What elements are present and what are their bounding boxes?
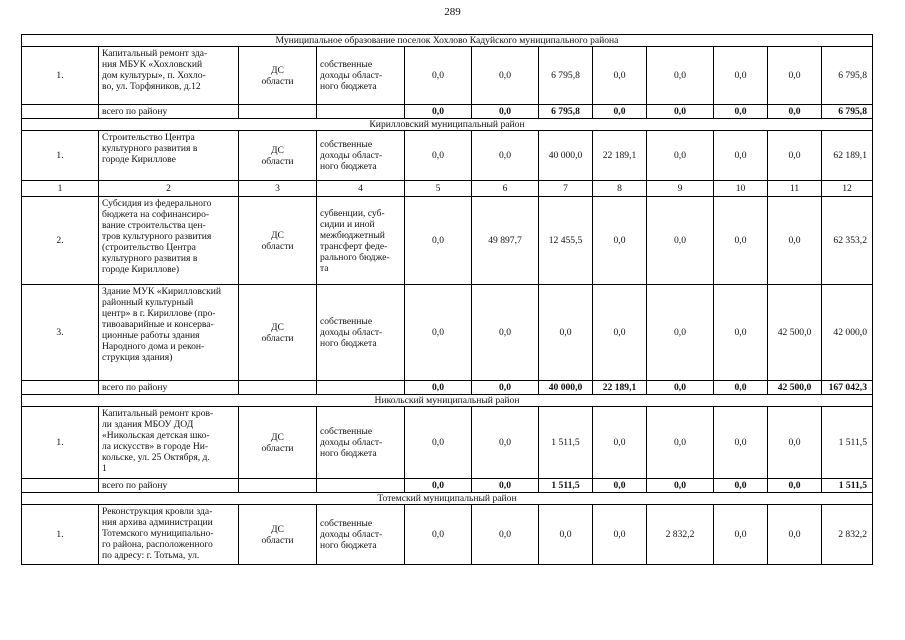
object-name: Капитальный ремонт кров- ли здания МБОУ ДОД «Никольская детская шко- ла искусств» в городе Ни- кольске, ул. 25 Октября, д. 1 xyxy=(99,407,239,479)
column-number: 12 xyxy=(822,181,873,197)
value-cell: 2 832,2 xyxy=(647,505,714,565)
total-empty-cell xyxy=(239,479,317,493)
column-number: 3 xyxy=(239,181,317,197)
total-empty-cell xyxy=(239,381,317,395)
column-number: 11 xyxy=(768,181,822,197)
total-label: всего по району xyxy=(99,105,239,119)
table-body xyxy=(22,35,873,565)
value-cell: 0,0 xyxy=(647,407,714,479)
value-cell: 22 189,1 xyxy=(593,131,647,181)
value-cell: 0,0 xyxy=(593,47,647,105)
value-cell: 0,0 xyxy=(405,197,472,285)
funding-source: собственные доходы област- ного бюджета xyxy=(317,285,405,381)
column-number: 4 xyxy=(317,181,405,197)
value-cell: 0,0 xyxy=(593,505,647,565)
total-value-cell: 0,0 xyxy=(472,381,539,395)
row-number: 1. xyxy=(22,505,99,565)
section-title: Никольский муниципальный район xyxy=(22,395,873,407)
funding-source: собственные доходы област- ного бюджета xyxy=(317,407,405,479)
customer-cell: ДС области xyxy=(239,197,317,285)
total-value-cell: 0,0 xyxy=(647,381,714,395)
value-cell: 1 511,5 xyxy=(822,407,873,479)
object-name: Субсидия из федерального бюджета на софинансиро- вание строительства цен- тров культурного развития (строительство Центра культурного развития в городе Кириллове) xyxy=(99,197,239,285)
value-cell: 42 500,0 xyxy=(768,285,822,381)
funding-source: собственные доходы област- ного бюджета xyxy=(317,47,405,105)
value-cell: 0,0 xyxy=(714,407,768,479)
total-value-cell: 167 042,3 xyxy=(822,381,873,395)
value-cell: 0,0 xyxy=(472,505,539,565)
page-number: 289 xyxy=(444,6,461,18)
total-empty-cell xyxy=(317,105,405,119)
total-value-cell: 0,0 xyxy=(647,479,714,493)
funding-source: собственные доходы област- ного бюджета xyxy=(317,505,405,565)
total-value-cell: 42 500,0 xyxy=(768,381,822,395)
value-cell: 0,0 xyxy=(768,197,822,285)
object-name: Реконструкция кровли зда- ния архива администрации Тотемского муниципально- го района, расположенного по адресу: г. Тотьма, ул. xyxy=(99,505,239,565)
column-number: 6 xyxy=(472,181,539,197)
table-row xyxy=(22,285,873,381)
value-cell: 1 511,5 xyxy=(539,407,593,479)
column-number: 8 xyxy=(593,181,647,197)
value-cell: 0,0 xyxy=(405,131,472,181)
row-number: 1. xyxy=(22,131,99,181)
value-cell: 0,0 xyxy=(472,285,539,381)
value-cell: 0,0 xyxy=(593,285,647,381)
document-sheet xyxy=(21,34,873,565)
column-number: 10 xyxy=(714,181,768,197)
total-value-cell: 0,0 xyxy=(647,105,714,119)
customer-cell: ДС области xyxy=(239,285,317,381)
value-cell: 0,0 xyxy=(593,407,647,479)
value-cell: 0,0 xyxy=(405,47,472,105)
object-name: Строительство Центра культурного развития в городе Кириллове xyxy=(99,131,239,181)
section-header-row xyxy=(22,395,873,407)
customer-cell: ДС области xyxy=(239,407,317,479)
total-row xyxy=(22,381,873,395)
value-cell: 0,0 xyxy=(472,407,539,479)
value-cell: 0,0 xyxy=(472,131,539,181)
value-cell: 0,0 xyxy=(405,505,472,565)
total-empty-cell xyxy=(22,479,99,493)
total-value-cell: 0,0 xyxy=(472,105,539,119)
value-cell: 0,0 xyxy=(768,505,822,565)
total-value-cell: 0,0 xyxy=(768,479,822,493)
value-cell: 0,0 xyxy=(405,407,472,479)
table-row xyxy=(22,197,873,285)
table-row xyxy=(22,131,873,181)
customer-cell: ДС области xyxy=(239,47,317,105)
table-row xyxy=(22,505,873,565)
value-cell: 0,0 xyxy=(768,131,822,181)
value-cell: 0,0 xyxy=(647,197,714,285)
total-value-cell: 22 189,1 xyxy=(593,381,647,395)
value-cell: 6 795,8 xyxy=(539,47,593,105)
total-row xyxy=(22,105,873,119)
row-number: 1. xyxy=(22,47,99,105)
total-label: всего по району xyxy=(99,381,239,395)
column-number: 2 xyxy=(99,181,239,197)
section-title: Кирилловский муниципальный район xyxy=(22,119,873,131)
value-cell: 0,0 xyxy=(768,47,822,105)
total-value-cell: 6 795,8 xyxy=(539,105,593,119)
total-value-cell: 0,0 xyxy=(768,105,822,119)
total-value-cell: 40 000,0 xyxy=(539,381,593,395)
total-value-cell: 0,0 xyxy=(714,381,768,395)
funding-table xyxy=(21,34,873,565)
total-value-cell: 0,0 xyxy=(714,479,768,493)
total-value-cell: 0,0 xyxy=(405,105,472,119)
column-numbers-row xyxy=(22,181,873,197)
value-cell: 0,0 xyxy=(714,47,768,105)
column-number: 7 xyxy=(539,181,593,197)
value-cell: 0,0 xyxy=(472,47,539,105)
value-cell: 62 353,2 xyxy=(822,197,873,285)
value-cell: 0,0 xyxy=(714,197,768,285)
column-number: 5 xyxy=(405,181,472,197)
total-value-cell: 0,0 xyxy=(593,479,647,493)
value-cell: 12 455,5 xyxy=(539,197,593,285)
value-cell: 49 897,7 xyxy=(472,197,539,285)
value-cell: 0,0 xyxy=(405,285,472,381)
row-number: 2. xyxy=(22,197,99,285)
value-cell: 0,0 xyxy=(647,285,714,381)
total-empty-cell xyxy=(22,381,99,395)
value-cell: 0,0 xyxy=(714,131,768,181)
total-empty-cell xyxy=(317,381,405,395)
total-value-cell: 1 511,5 xyxy=(822,479,873,493)
funding-source: собственные доходы област- ного бюджета xyxy=(317,131,405,181)
total-value-cell: 1 511,5 xyxy=(539,479,593,493)
value-cell: 40 000,0 xyxy=(539,131,593,181)
object-name: Здание МУК «Кирилловский районный культурный центр» в г. Кириллове (про- тивоаварийные и консерва- ционные работы здания Народного дома и рекон- струкция здания) xyxy=(99,285,239,381)
customer-cell: ДС области xyxy=(239,131,317,181)
row-number: 3. xyxy=(22,285,99,381)
object-name: Капитальный ремонт зда- ния МБУК «Хохловский дом культуры», п. Хохло- во, ул. Торфяников, д.12 xyxy=(99,47,239,105)
total-value-cell: 0,0 xyxy=(405,479,472,493)
value-cell: 0,0 xyxy=(768,407,822,479)
table-row xyxy=(22,407,873,479)
total-value-cell: 0,0 xyxy=(593,105,647,119)
total-empty-cell xyxy=(22,105,99,119)
value-cell: 6 795,8 xyxy=(822,47,873,105)
total-row xyxy=(22,479,873,493)
value-cell: 42 000,0 xyxy=(822,285,873,381)
column-number: 9 xyxy=(647,181,714,197)
total-empty-cell xyxy=(239,105,317,119)
total-value-cell: 0,0 xyxy=(472,479,539,493)
value-cell: 0,0 xyxy=(714,505,768,565)
section-title: Тотемский муниципальный район xyxy=(22,493,873,505)
value-cell: 0,0 xyxy=(647,47,714,105)
total-value-cell: 0,0 xyxy=(714,105,768,119)
value-cell: 0,0 xyxy=(539,285,593,381)
section-header-row xyxy=(22,35,873,47)
value-cell: 62 189,1 xyxy=(822,131,873,181)
value-cell: 0,0 xyxy=(539,505,593,565)
total-value-cell: 0,0 xyxy=(405,381,472,395)
total-value-cell: 6 795,8 xyxy=(822,105,873,119)
funding-source: субвенции, суб- сидии и иной межбюджетный трансферт феде- рального бюдже- та xyxy=(317,197,405,285)
value-cell: 2 832,2 xyxy=(822,505,873,565)
table-row xyxy=(22,47,873,105)
section-title: Муниципальное образование поселок Хохлово Кадуйского муниципального района xyxy=(22,35,873,47)
value-cell: 0,0 xyxy=(714,285,768,381)
total-label: всего по району xyxy=(99,479,239,493)
row-number: 1. xyxy=(22,407,99,479)
total-empty-cell xyxy=(317,479,405,493)
customer-cell: ДС области xyxy=(239,505,317,565)
section-header-row xyxy=(22,119,873,131)
section-header-row xyxy=(22,493,873,505)
value-cell: 0,0 xyxy=(593,197,647,285)
value-cell: 0,0 xyxy=(647,131,714,181)
column-number: 1 xyxy=(22,181,99,197)
